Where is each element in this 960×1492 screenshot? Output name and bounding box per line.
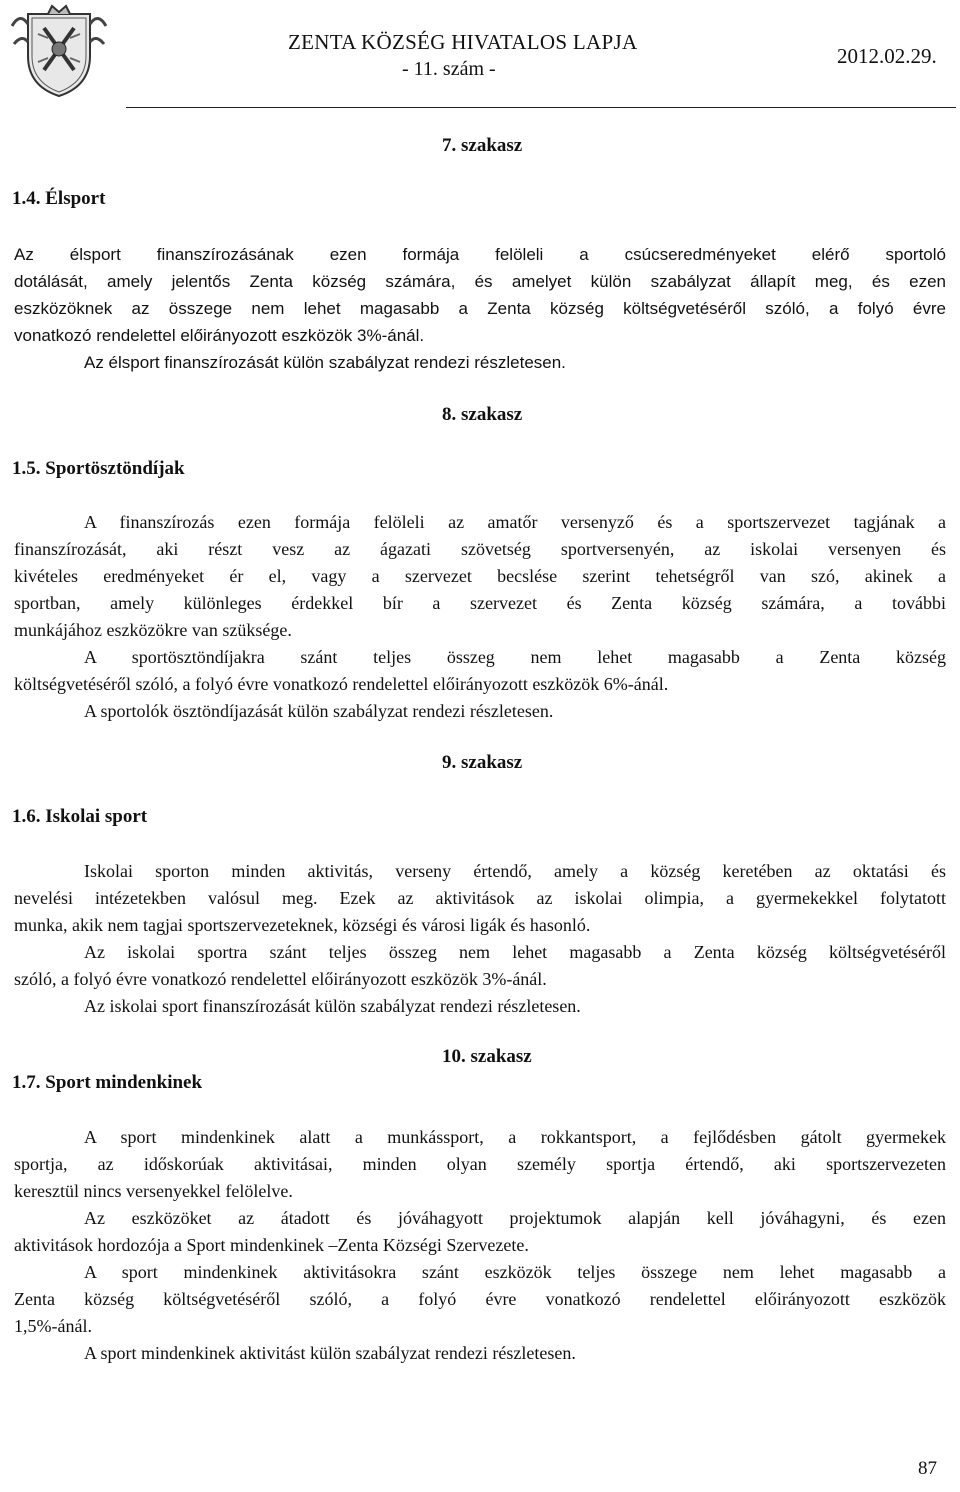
text-line: Az élsport finanszírozásának ezen formája felöleli a csúcseredményeket elérő sportoló <box>14 245 946 264</box>
text-line: sportja, az időskorúak aktivitásai, minden olyan személy sportja értendő, aki sportszervezeten <box>14 1154 946 1174</box>
section-body <box>14 241 946 376</box>
text-line: Az iskolai sportra szánt teljes összeg nem lehet magasabb a Zenta község költségvetéséről <box>84 942 946 962</box>
text-line: A finanszírozás ezen formája felöleli az amatőr versenyző és a sportszervezet tagjának a <box>84 512 946 532</box>
text-line: Az élsport finanszírozását külön szabályzat rendezi részletesen. <box>84 353 566 372</box>
text-line: A sport mindenkinek alatt a munkássport, a rokkantsport, a fejlődésben gátolt gyermekek <box>84 1127 946 1147</box>
section-number: 8. szakasz <box>442 404 523 425</box>
text-line: nevelési intézetekben valósul meg. Ezek az aktivitások az iskolai olimpia, a gyermekekkel folytatott <box>14 888 946 908</box>
section-heading: 1.7. Sport mindenkinek <box>12 1072 203 1093</box>
section-body <box>14 858 946 1020</box>
text-line: vonatkozó rendelettel előirányozott eszközök 3%-ánál. <box>14 326 425 345</box>
text-line: finanszírozását, aki részt vesz az ágazati szövetség sportversenyén, az iskolai versenyen és <box>14 539 946 559</box>
text-line: munka, akik nem tagjai sportszervezeteknek, községi és városi ligák és hasonló. <box>14 915 591 935</box>
section-heading: 1.4. Élsport <box>12 188 106 209</box>
section-number: 9. szakasz <box>442 752 523 773</box>
issue-number: - 11. szám - <box>402 58 496 80</box>
page-header <box>0 0 960 110</box>
text-line: eszközöknek az összege nem lehet magasabb a Zenta község költségvetéséről szóló, a folyó évre <box>14 299 946 318</box>
text-line: A sportösztöndíjakra szánt teljes összeg nem lehet magasabb a Zenta község <box>84 647 946 667</box>
section-body <box>14 1124 946 1367</box>
page-number: 87 <box>918 1458 937 1479</box>
section-heading: 1.5. Sportösztöndíjak <box>12 458 185 479</box>
text-line: A sport mindenkinek aktivitást külön szabályzat rendezi részletesen. <box>84 1343 576 1363</box>
text-line: kivételes eredményeket ér el, vagy a szervezet becslése szerint tehetségről van szó, akinek a <box>14 566 946 586</box>
section-number: 7. szakasz <box>442 135 523 156</box>
text-line: Iskolai sporton minden aktivitás, verseny értendő, amely a község keretében az oktatási és <box>84 861 946 881</box>
section-heading: 1.6. Iskolai sport <box>12 806 148 827</box>
section-body <box>14 509 946 725</box>
text-line: Az iskolai sport finanszírozását külön szabályzat rendezi részletesen. <box>84 996 581 1016</box>
header-divider <box>126 107 956 108</box>
text-line: A sportolók ösztöndíjazását külön szabályzat rendezi részletesen. <box>84 701 554 721</box>
coat-of-arms-icon <box>8 4 110 100</box>
text-line: dotálását, amely jelentős Zenta község számára, és amelyet külön szabályzat állapít meg, és ezen <box>14 272 946 291</box>
text-line: sportban, amely különleges érdekkel bír a szervezet és Zenta község számára, a további <box>14 593 946 613</box>
text-line: szóló, a folyó évre vonatkozó rendelettel előirányozott eszközök 3%-ánál. <box>14 969 547 989</box>
text-line: keresztül nincs versenyekkel felölelve. <box>14 1181 293 1201</box>
text-line: aktivitások hordozója a Sport mindenkinek –Zenta Községi Szervezete. <box>14 1235 529 1255</box>
text-line: költségvetéséről szóló, a folyó évre vonatkozó rendelettel előirányozott eszközök 6%-ánál. <box>14 674 669 694</box>
section-number: 10. szakasz <box>442 1046 532 1067</box>
text-line: A sport mindenkinek aktivitásokra szánt eszközök teljes összege nem lehet magasabb a <box>84 1262 946 1282</box>
text-line: Zenta község költségvetéséről szóló, a folyó évre vonatkozó rendelettel előirányozott eszközök <box>14 1289 946 1309</box>
text-line: 1,5%-ánál. <box>14 1316 92 1336</box>
publication-title: ZENTA KÖZSÉG HIVATALOS LAPJA <box>288 30 638 54</box>
issue-date: 2012.02.29. <box>837 44 937 68</box>
text-line: munkájához eszközökre van szüksége. <box>14 620 292 640</box>
text-line: Az eszközöket az átadott és jóváhagyott projektumok alapján kell jóváhagyni, és ezen <box>84 1208 946 1228</box>
